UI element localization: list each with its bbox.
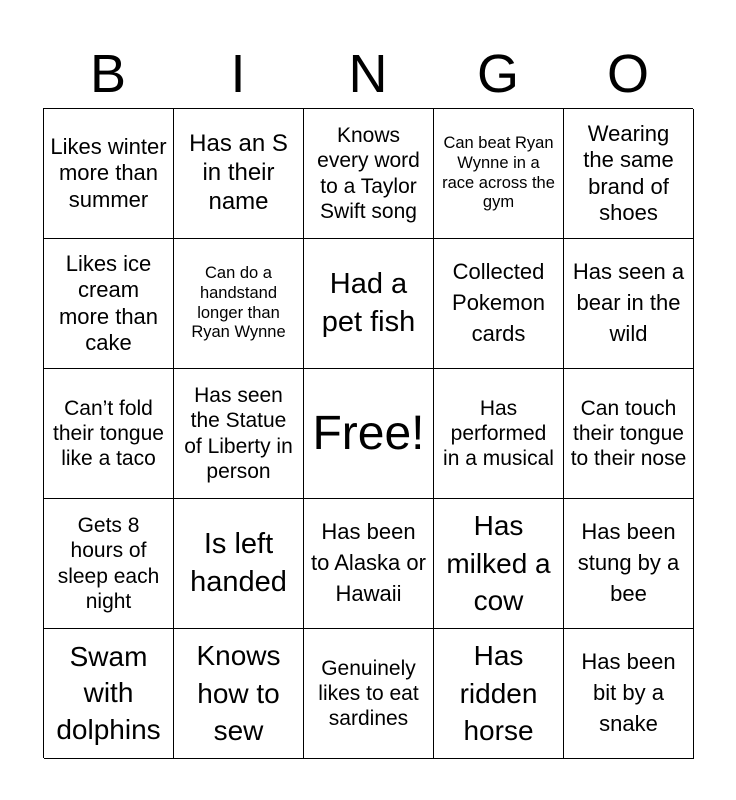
cell-text: Wearing the same brand of shoes — [583, 120, 674, 225]
cell-text: Has been stung by a bee — [577, 519, 680, 606]
bingo-cell[interactable] — [434, 629, 564, 759]
cell-text: Has seen the Statue of Liberty in person — [184, 384, 293, 483]
header-letter-b: B — [89, 44, 127, 104]
free-space-cell[interactable] — [304, 369, 434, 499]
bingo-cell[interactable] — [44, 499, 174, 629]
bingo-cell[interactable] — [434, 239, 564, 369]
bingo-cell[interactable] — [174, 239, 304, 369]
cell-text: Genuinely likes to eat sardines — [318, 656, 419, 731]
bingo-header — [43, 40, 693, 108]
bingo-cell[interactable] — [304, 499, 434, 629]
cell-text: Has an S in their name — [189, 130, 288, 215]
bingo-cell[interactable] — [304, 239, 434, 369]
cell-text: Has milked a cow — [446, 509, 551, 617]
bingo-cell[interactable] — [564, 499, 694, 629]
cell-text: Likes ice cream more than cake — [58, 250, 159, 355]
bingo-cell[interactable] — [44, 239, 174, 369]
bingo-cell[interactable] — [44, 109, 174, 239]
bingo-cell[interactable] — [174, 499, 304, 629]
cell-text: Can do a handstand longer than Ryan Wynne — [191, 263, 286, 342]
header-letter-g: G — [476, 44, 519, 104]
cell-text: Has been bit by a snake — [581, 649, 676, 736]
header-letter-i: I — [230, 44, 246, 104]
cell-text: Has performed in a musical — [443, 396, 554, 471]
cell-text: Knows how to sew — [196, 639, 281, 747]
bingo-cell[interactable] — [564, 109, 694, 239]
cell-text: Can beat Ryan Wynne in a race across the gym — [442, 133, 555, 212]
bingo-cell[interactable] — [564, 239, 694, 369]
header-letter-o: O — [606, 44, 649, 104]
cell-text: Had a pet fish — [321, 267, 416, 338]
bingo-cell[interactable] — [174, 629, 304, 759]
cell-text: Can’t fold their tongue like a taco — [53, 396, 164, 471]
cell-text: Collected Pokemon cards — [452, 259, 545, 346]
cell-text: Knows every word to a Taylor Swift song — [317, 124, 420, 223]
bingo-cell[interactable] — [564, 629, 694, 759]
cell-text: Likes winter more than summer — [50, 133, 167, 212]
bingo-cell[interactable] — [174, 109, 304, 239]
bingo-cell[interactable] — [44, 629, 174, 759]
bingo-cell[interactable] — [434, 369, 564, 499]
cell-text: Has seen a bear in the wild — [572, 259, 685, 346]
cell-text: Swam with dolphins — [56, 640, 161, 745]
cell-text: Gets 8 hours of sleep each night — [57, 514, 160, 613]
bingo-card-grid — [43, 108, 693, 758]
bingo-cell[interactable] — [304, 629, 434, 759]
cell-text: Can touch their tongue to their nose — [570, 396, 687, 471]
header-letter-n: N — [348, 44, 388, 104]
bingo-cell[interactable] — [174, 369, 304, 499]
bingo-cell[interactable] — [44, 369, 174, 499]
bingo-cell[interactable] — [304, 109, 434, 239]
cell-text: Has ridden horse — [459, 639, 538, 747]
free-space-text: Free! — [312, 406, 425, 460]
bingo-cell[interactable] — [434, 109, 564, 239]
bingo-cell[interactable] — [564, 369, 694, 499]
cell-text: Has been to Alaska or Hawaii — [311, 519, 426, 606]
bingo-cell[interactable] — [434, 499, 564, 629]
cell-text: Is left handed — [190, 527, 287, 598]
